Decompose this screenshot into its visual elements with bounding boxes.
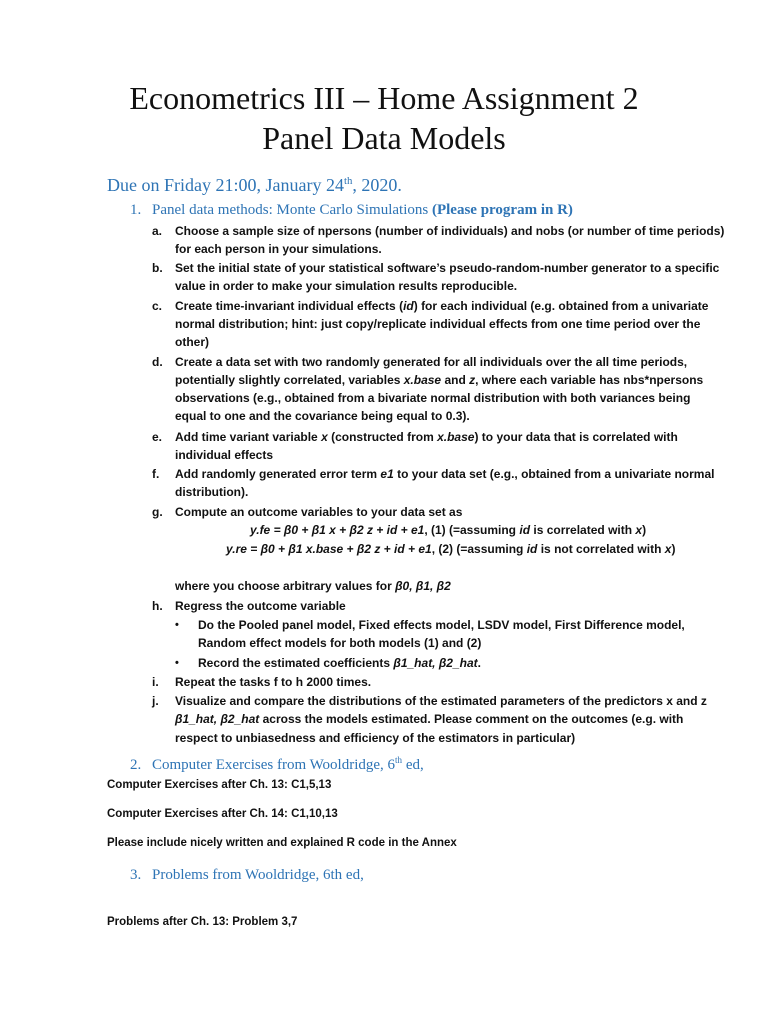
section-3-heading: Problems from Wooldridge, 6th ed, (152, 867, 364, 883)
equation-1: y.fe = β0 + β1 x + β2 z + id + e1, (1) (=assuming id is correlated with x) (250, 523, 647, 537)
problems-ch13: Problems after Ch. 13: Problem 3,7 (107, 916, 298, 928)
title-line-1: Econometrics III – Home Assignment 2 (129, 80, 639, 116)
document-page: Econometrics III – Home Assignment 2 Panel Data Models Due on Friday 21:00, January 24th, 2020. 1. Panel data methods: Monte Carlo Simulations (Please program in R) a. Choose a sample size of npersons (number of individuals) and nobs (or number of time periods) for each person in your simulations. b. Set the initial state of your statistical software’s pseudo-random-number generator to a specific value in order to make your simulation results reproducible. c. Create time-invariant individual effects (id) for each individual (e.g. obtained from a univariate normal distribution; hint: just copy/replicate individual effects from one time period over the other) d. Create a data set with two randomly generated for all individuals over the all time periods, potentially slightly correlated, variables x.base and z, where each variable has nbs*npersons observations (e.g., obtained from a bivariate normal distribution with both variances being equal to one and the covariance being equal to 0.3). e. Add time variant variable x (constructed from x.base) to your data that is correlated with individual effects f. Add randomly generated error term e1 to your data set (e.g., obtained from a univariate normal distribution). g. Compute an outcome variables to your data set as y.fe = β0 + β1 x + β2 z + id + e1, (1) (=assuming id is correlated with x) y.re = β0 + β1 x.base + β2 z + id + e1, (2) (=assuming id is not correlated with x) where you choose arbitrary values for β0, β1, β2 h. Regress the outcome variable • Do the Pooled panel model, Fixed effects model, LSDV model, First Difference model, Random effect models for both models (1) and (2) • Record the estimated coefficients β1_hat, β2_hat. i. Repeat the tasks f to h 2000 times. j. Visualize and compare the distributions of the estimated parameters of the predictors x and z β1_hat, β2_hat across the models estimated. Please comment on the outcomes (e.g. with respect to unbiasedness and efficiency of the estimators in particular) 2. Computer Exercises from Wooldridge, 6th ed, Computer Exercises after Ch. 13: C1,5,13 Computer Exercises after Ch. 14: C1,10,13 Please include nicely written and explained R code in the Annex 3. Problems from Wooldridge, 6th ed, Problems after Ch. 13: Problem 3,7 (0, 0, 768, 1024)
equation-2: y.re = β0 + β1 x.base + β2 z + id + e1, (2) (=assuming id is not correlated with x) (226, 542, 676, 556)
section-2-number: 2. (130, 757, 142, 773)
bullet-icon: • (175, 619, 179, 631)
due-date: Due on Friday 21:00, January 24th, 2020. (107, 175, 402, 195)
section-3-number: 3. (130, 867, 142, 883)
r-code-note: Please include nicely written and explained R code in the Annex (107, 837, 457, 849)
bullet-icon: • (175, 657, 179, 669)
title-line-2: Panel Data Models (262, 120, 506, 156)
computer-exercises-ch14: Computer Exercises after Ch. 14: C1,10,13 (107, 808, 338, 820)
section-1-number: 1. (130, 202, 142, 218)
section-2-heading: Computer Exercises from Wooldridge, 6th ed, (152, 755, 424, 773)
section-1-heading: Panel data methods: Monte Carlo Simulations (Please program in R) (152, 202, 573, 218)
computer-exercises-ch13: Computer Exercises after Ch. 13: C1,5,13 (107, 779, 332, 791)
